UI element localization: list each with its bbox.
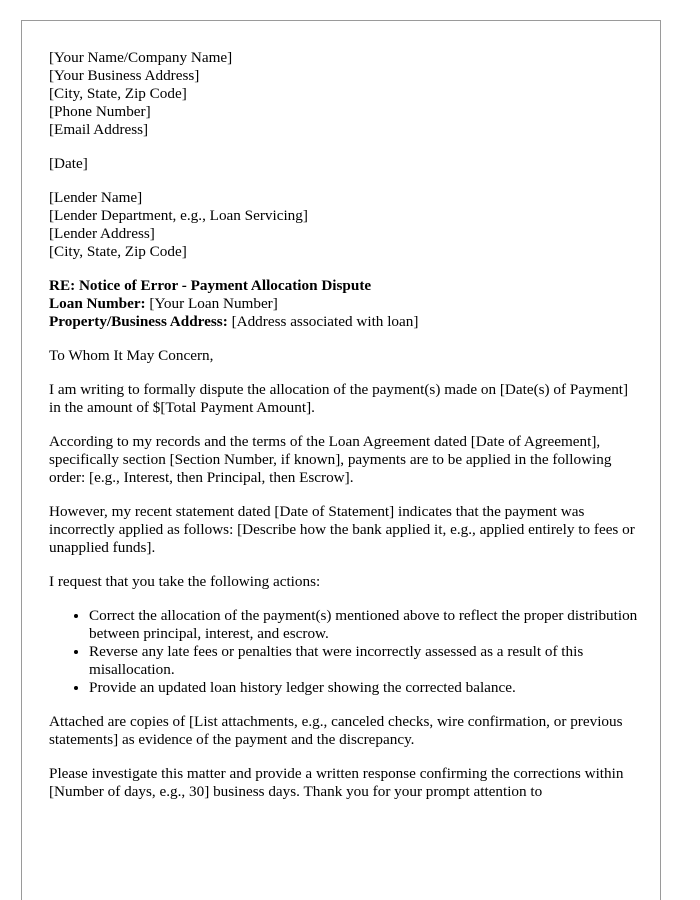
sender-phone: [Phone Number] [49, 103, 151, 120]
recipient-name: [Lender Name] [49, 189, 143, 206]
letter-page [21, 20, 661, 900]
property-address-value: [Address associated with loan] [227, 313, 419, 330]
sender-city-state-zip: [City, State, Zip Code] [49, 85, 187, 102]
paragraph-dispute: I am writing to formally dispute the allocation of the payment(s) made on [Date(s) of Payment] in the amount of $[Total Payment Amount]. [49, 381, 629, 416]
salutation: To Whom It May Concern, [49, 347, 214, 364]
recipient-block [49, 189, 639, 261]
property-address-label: Property/Business Address: [49, 313, 228, 330]
subject-block [49, 277, 639, 331]
recipient-address: [Lender Address] [49, 225, 155, 242]
recipient-department: [Lender Department, e.g., Loan Servicing] [49, 207, 308, 224]
recipient-city-state-zip: [City, State, Zip Code] [49, 243, 187, 260]
paragraph-agreement: According to my records and the terms of the Loan Agreement dated [Date of Agreement], specifically section [Section Number, if known], payments are to be applied in the following order: [e.g., Interest, then Principal, then Escrow]. [49, 433, 612, 486]
loan-number-label: Loan Number: [49, 295, 146, 312]
sender-block [49, 49, 639, 139]
letter-body [49, 49, 639, 801]
action-item-updated-ledger: • Provide an updated loan history ledger showing the corrected balance. [89, 679, 639, 697]
sender-email: [Email Address] [49, 121, 149, 138]
paragraph-request: I request that you take the following actions: [49, 573, 321, 590]
action-item-reverse-fees: • Reverse any late fees or penalties that were incorrectly assessed as a result of this misallocation. [89, 643, 639, 679]
paragraph-attachments: Attached are copies of [List attachments, e.g., canceled checks, wire confirmation, or previous statements] as evidence of the payment and the discrepancy. [49, 713, 623, 748]
paragraph-statement: However, my recent statement dated [Date of Statement] indicates that the payment was incorrectly applied as follows: [Describe how the bank applied it, e.g., applied entirely to fees or unapplied funds]. [49, 503, 635, 556]
action-item-correct-allocation: • Correct the allocation of the payment(s) mentioned above to reflect the proper distribution between principal, interest, and escrow. [89, 607, 639, 643]
letter-date: [Date] [49, 155, 88, 172]
sender-address: [Your Business Address] [49, 67, 200, 84]
re-line: RE: Notice of Error - Payment Allocation Dispute [49, 277, 372, 294]
loan-number-line [49, 295, 639, 313]
loan-number-value: [Your Loan Number] [145, 295, 278, 312]
property-address-line [49, 313, 639, 331]
date-block [49, 155, 639, 173]
action-list [49, 607, 639, 697]
paragraph-closing-request: Please investigate this matter and provide a written response confirming the corrections within [Number of days, e.g., 30] business days. Thank you for your prompt attention to [49, 765, 624, 800]
sender-name: [Your Name/Company Name] [49, 49, 233, 66]
